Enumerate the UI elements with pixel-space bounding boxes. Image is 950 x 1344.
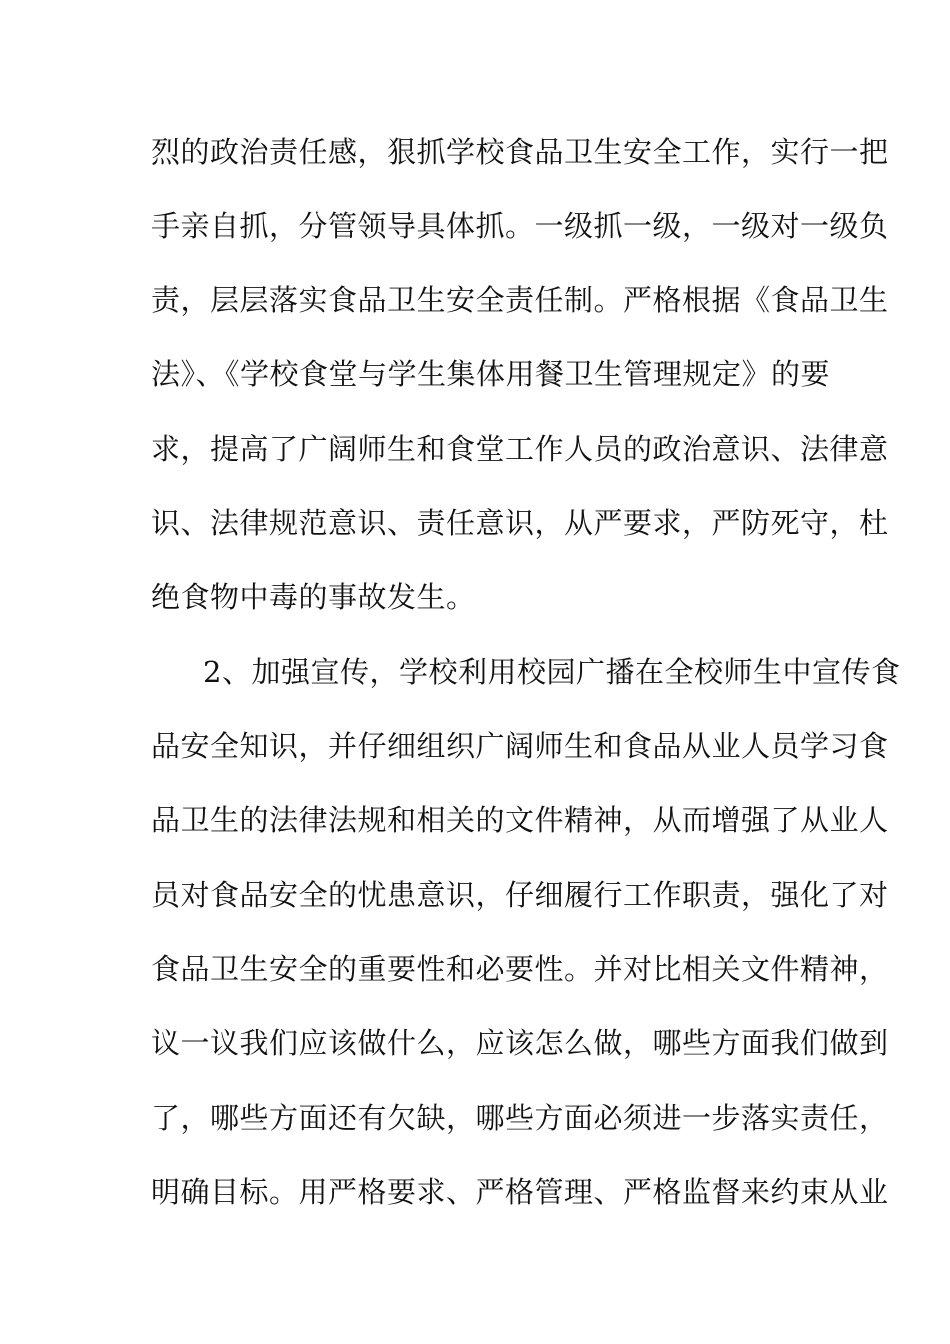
text-line-10: 品卫生的法律法规和相关的文件精神，从而增强了从业人 (151, 803, 889, 837)
text-line-13: 议一议我们应该做什么，应该怎么做，哪些方面我们做到 (151, 1026, 889, 1060)
text-line-7: 绝食物中毒的事故发生。 (151, 580, 476, 614)
text-line-1: 烈的政治责任感，狠抓学校食品卫生安全工作，实行一把 (151, 135, 889, 169)
text-line-3: 责，层层落实食品卫生安全责任制。严格根据《食品卫生 (151, 283, 889, 317)
text-line-9: 品安全知识，并仔细组织广阔师生和食品从业人员学习食 (151, 729, 889, 763)
text-line-11: 员对食品安全的忧患意识，仔细履行工作职责，强化了对 (151, 878, 889, 912)
text-line-5: 求，提高了广阔师生和食堂工作人员的政治意识、法律意 (151, 432, 889, 466)
text-line-14: 了，哪些方面还有欠缺，哪些方面必须进一步落实责任， (151, 1101, 889, 1135)
text-line-12: 食品卫生安全的重要性和必要性。并对比相关文件精神， (151, 952, 889, 986)
text-line-2: 手亲自抓，分管领导具体抓。一级抓一级，一级对一级负 (151, 209, 889, 243)
text-line-4: 法》、《学校食堂与学生集体用餐卫生管理规定》的要 (151, 357, 831, 391)
text-line-8-paragraph-start: 2、加强宣传，学校利用校园广播在全校师生中宣传食 (203, 655, 901, 689)
text-line-6: 识、法律规范意识、责任意识，从严要求，严防死守，杜 (151, 506, 889, 540)
text-line-15: 明确目标。用严格要求、严格管理、严格监督来约束从业 (151, 1175, 889, 1209)
